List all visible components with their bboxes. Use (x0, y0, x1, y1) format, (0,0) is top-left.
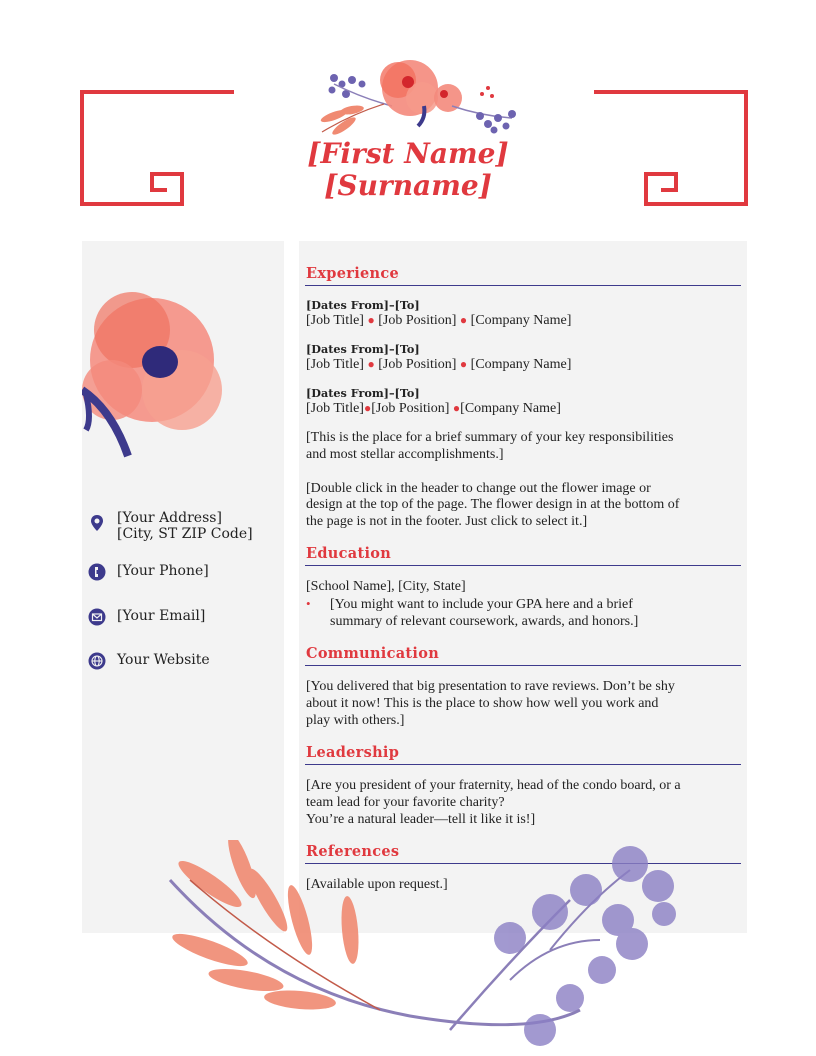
email-icon (88, 608, 106, 626)
experience-heading: Experience (306, 265, 400, 282)
leadership-rule (305, 764, 741, 765)
name-heading (0, 138, 816, 202)
job-3-line (306, 400, 561, 417)
job-3-position: [Job Position] (371, 401, 450, 416)
first-name: [First Name] (307, 137, 509, 170)
education-rule (305, 565, 741, 566)
separator-dot: ● (452, 401, 461, 415)
experience-note-2: design at the top of the page. The flower design in at the bottom of (306, 497, 680, 512)
bullet-dot: • (306, 596, 311, 611)
references-heading: References (306, 843, 400, 860)
job-2-company: [Company Name] (470, 357, 572, 372)
leadership-line-1: [Are you president of your fraternity, head of the condo board, or a (306, 778, 681, 793)
website-text: Your Website (117, 652, 210, 668)
top-flower-illustration (312, 44, 524, 140)
separator-dot: ● (459, 357, 468, 371)
phone-text: [Your Phone] (117, 563, 209, 579)
address-line-1: [Your Address] (117, 510, 222, 526)
email-text: [Your Email] (117, 608, 206, 624)
phone-icon (88, 563, 106, 581)
experience-note-3: the page is not in the footer. Just click to select it.] (306, 514, 588, 529)
job-1-dates: [Dates From]–[To] (306, 298, 420, 312)
education-heading: Education (306, 545, 392, 562)
surname: [Surname] (324, 169, 492, 202)
sidebar-flower-illustration (82, 270, 242, 470)
location-pin-icon (88, 514, 106, 532)
job-2-title: [Job Title] (306, 357, 364, 372)
job-3-title: [Job Title] (306, 401, 364, 416)
job-1-title: [Job Title] (306, 313, 364, 328)
job-3-company: [Company Name] (460, 401, 561, 416)
leadership-line-3: You’re a natural leader—tell it like it is!] (306, 812, 536, 827)
job-3-dates: [Dates From]–[To] (306, 386, 420, 400)
experience-note-1: [Double click in the header to change out the flower image or (306, 481, 651, 496)
communication-line-2: about it now! This is the place to show how well you work and (306, 696, 659, 711)
experience-summary-1: [This is the place for a brief summary of your key responsibilities (306, 430, 674, 445)
separator-dot: ● (367, 313, 375, 327)
experience-summary-2: and most stellar accomplishments.] (306, 447, 504, 462)
job-1-company: [Company Name] (470, 313, 572, 328)
communication-line-1: [You delivered that big presentation to rave reviews. Don’t be shy (306, 679, 675, 694)
education-school: [School Name], [City, State] (306, 579, 466, 594)
experience-rule (305, 285, 741, 286)
job-2-position: [Job Position] (378, 357, 457, 372)
leadership-line-2: team lead for your favorite charity? (306, 795, 505, 810)
bottom-floral-illustration (150, 840, 710, 1056)
job-2-line (306, 356, 571, 373)
separator-dot: ● (459, 313, 468, 327)
globe-icon (88, 652, 106, 670)
education-bullet-2: summary of relevant coursework, awards, and honors.] (330, 614, 639, 629)
address-line-2: [City, ST ZIP Code] (117, 526, 253, 542)
leadership-heading: Leadership (306, 744, 400, 761)
job-1-line (306, 312, 571, 329)
education-bullet-1: [You might want to include your GPA here and a brief (330, 597, 633, 612)
separator-dot: ● (367, 357, 375, 371)
separator-dot: ● (363, 401, 372, 415)
communication-rule (305, 665, 741, 666)
communication-line-3: play with others.] (306, 713, 405, 728)
job-2-dates: [Dates From]–[To] (306, 342, 420, 356)
references-line-1: [Available upon request.] (306, 877, 448, 892)
communication-heading: Communication (306, 645, 440, 662)
job-1-position: [Job Position] (378, 313, 457, 328)
